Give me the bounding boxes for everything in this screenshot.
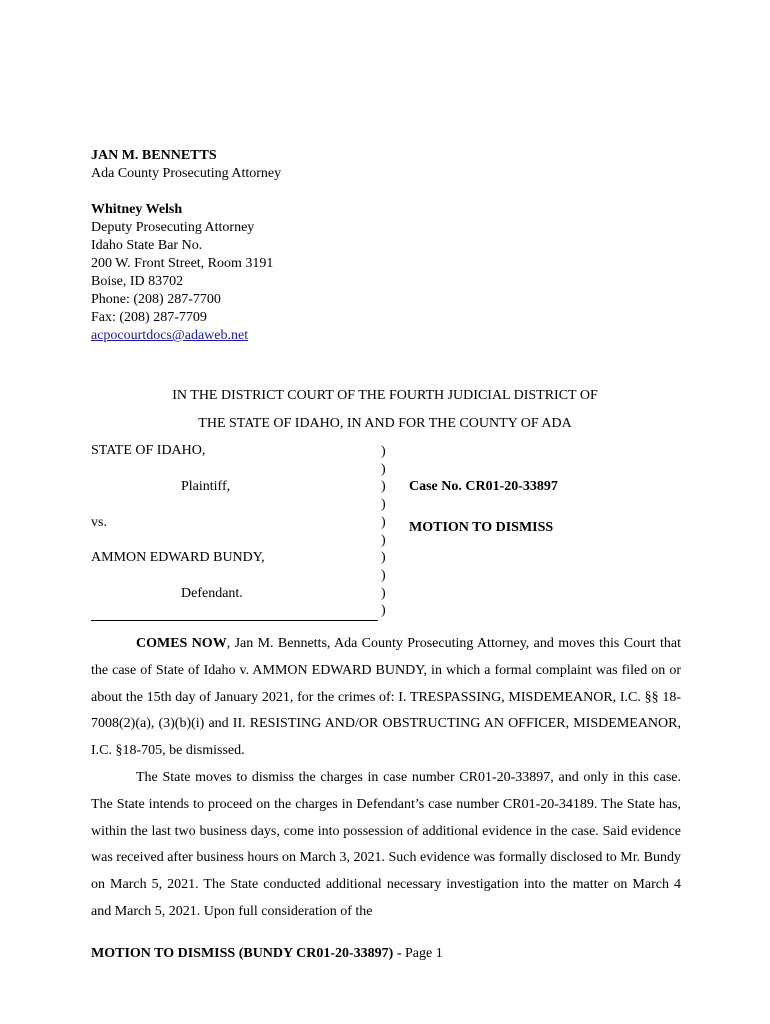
paragraph-1 bbox=[91, 631, 681, 765]
court-heading-line-1: IN THE DISTRICT COURT OF THE FOURTH JUDICIAL DISTRICT OF bbox=[172, 388, 598, 403]
paragraph-2: The State moves to dismiss the charges in case number CR01-20-33897, and only in this case. The State intends to proceed on the charges in Defendant’s case number CR01-20-34189. The State has, within the last two business days, come into possession of additional evidence in the case. Said evidence was received after business hours on March 3, 2021. Such evidence was formally disclosed to Mr. Bundy on March 5, 2021. The State conducted additional necessary investigation into the matter on March 4 and March 5, 2021. Upon full consideration of the bbox=[91, 769, 681, 919]
caption-divider bbox=[91, 620, 378, 621]
attorney-name: JAN M. BENNETTS bbox=[91, 148, 217, 163]
caption-parentheses: ) ) ) ) ) ) ) ) ) ) bbox=[381, 444, 386, 619]
bar-number: Idaho State Bar No. bbox=[91, 238, 203, 253]
phone-number: Phone: (208) 287-7700 bbox=[91, 292, 221, 307]
motion-body bbox=[91, 631, 681, 926]
fax-number: Fax: (208) 287-7709 bbox=[91, 310, 207, 325]
comes-now-lead: COMES NOW bbox=[136, 636, 227, 651]
court-heading-line-2: THE STATE OF IDAHO, IN AND FOR THE COUNTY OF ADA bbox=[198, 416, 572, 431]
case-number: Case No. CR01-20-33897 bbox=[409, 479, 558, 494]
versus-label: vs. bbox=[91, 515, 107, 530]
document-title: MOTION TO DISMISS bbox=[409, 520, 554, 535]
plaintiff-role: Plaintiff, bbox=[181, 479, 231, 494]
address-line-1: 200 W. Front Street, Room 3191 bbox=[91, 256, 274, 271]
page-footer bbox=[91, 946, 443, 962]
email-link[interactable]: acpocourtdocs@adaweb.net bbox=[91, 328, 249, 343]
paragraph-1-text: , Jan M. Bennetts, Ada County Prosecuting Attorney, and moves this Court that the case of State of Idaho v. AMMON EDWARD BUNDY, in which a formal complaint was filed on or about the 15th day of January 2021, for the crimes of: I. TRESPASSING, MISDEMEANOR, I.C. §§ 18-7008(2)(a), (3)(b)(i) and II. RESISTING AND/OR OBSTRUCTING AN OFFICER, MISDEMEANOR, I.C. §18-705, be dismissed. bbox=[91, 636, 681, 759]
deputy-title: Deputy Prosecuting Attorney bbox=[91, 220, 255, 235]
defendant-name: AMMON EDWARD BUNDY, bbox=[91, 550, 265, 565]
plaintiff-name: STATE OF IDAHO, bbox=[91, 443, 206, 458]
attorney-title: Ada County Prosecuting Attorney bbox=[91, 166, 282, 181]
address-line-2: Boise, ID 83702 bbox=[91, 274, 184, 289]
defendant-role: Defendant. bbox=[181, 586, 243, 601]
case-caption bbox=[91, 443, 691, 623]
footer-title: MOTION TO DISMISS (BUNDY CR01-20-33897) - bbox=[91, 946, 405, 961]
attorney-header bbox=[91, 147, 281, 345]
page-number: Page 1 bbox=[404, 946, 443, 961]
deputy-name: Whitney Welsh bbox=[91, 202, 183, 217]
